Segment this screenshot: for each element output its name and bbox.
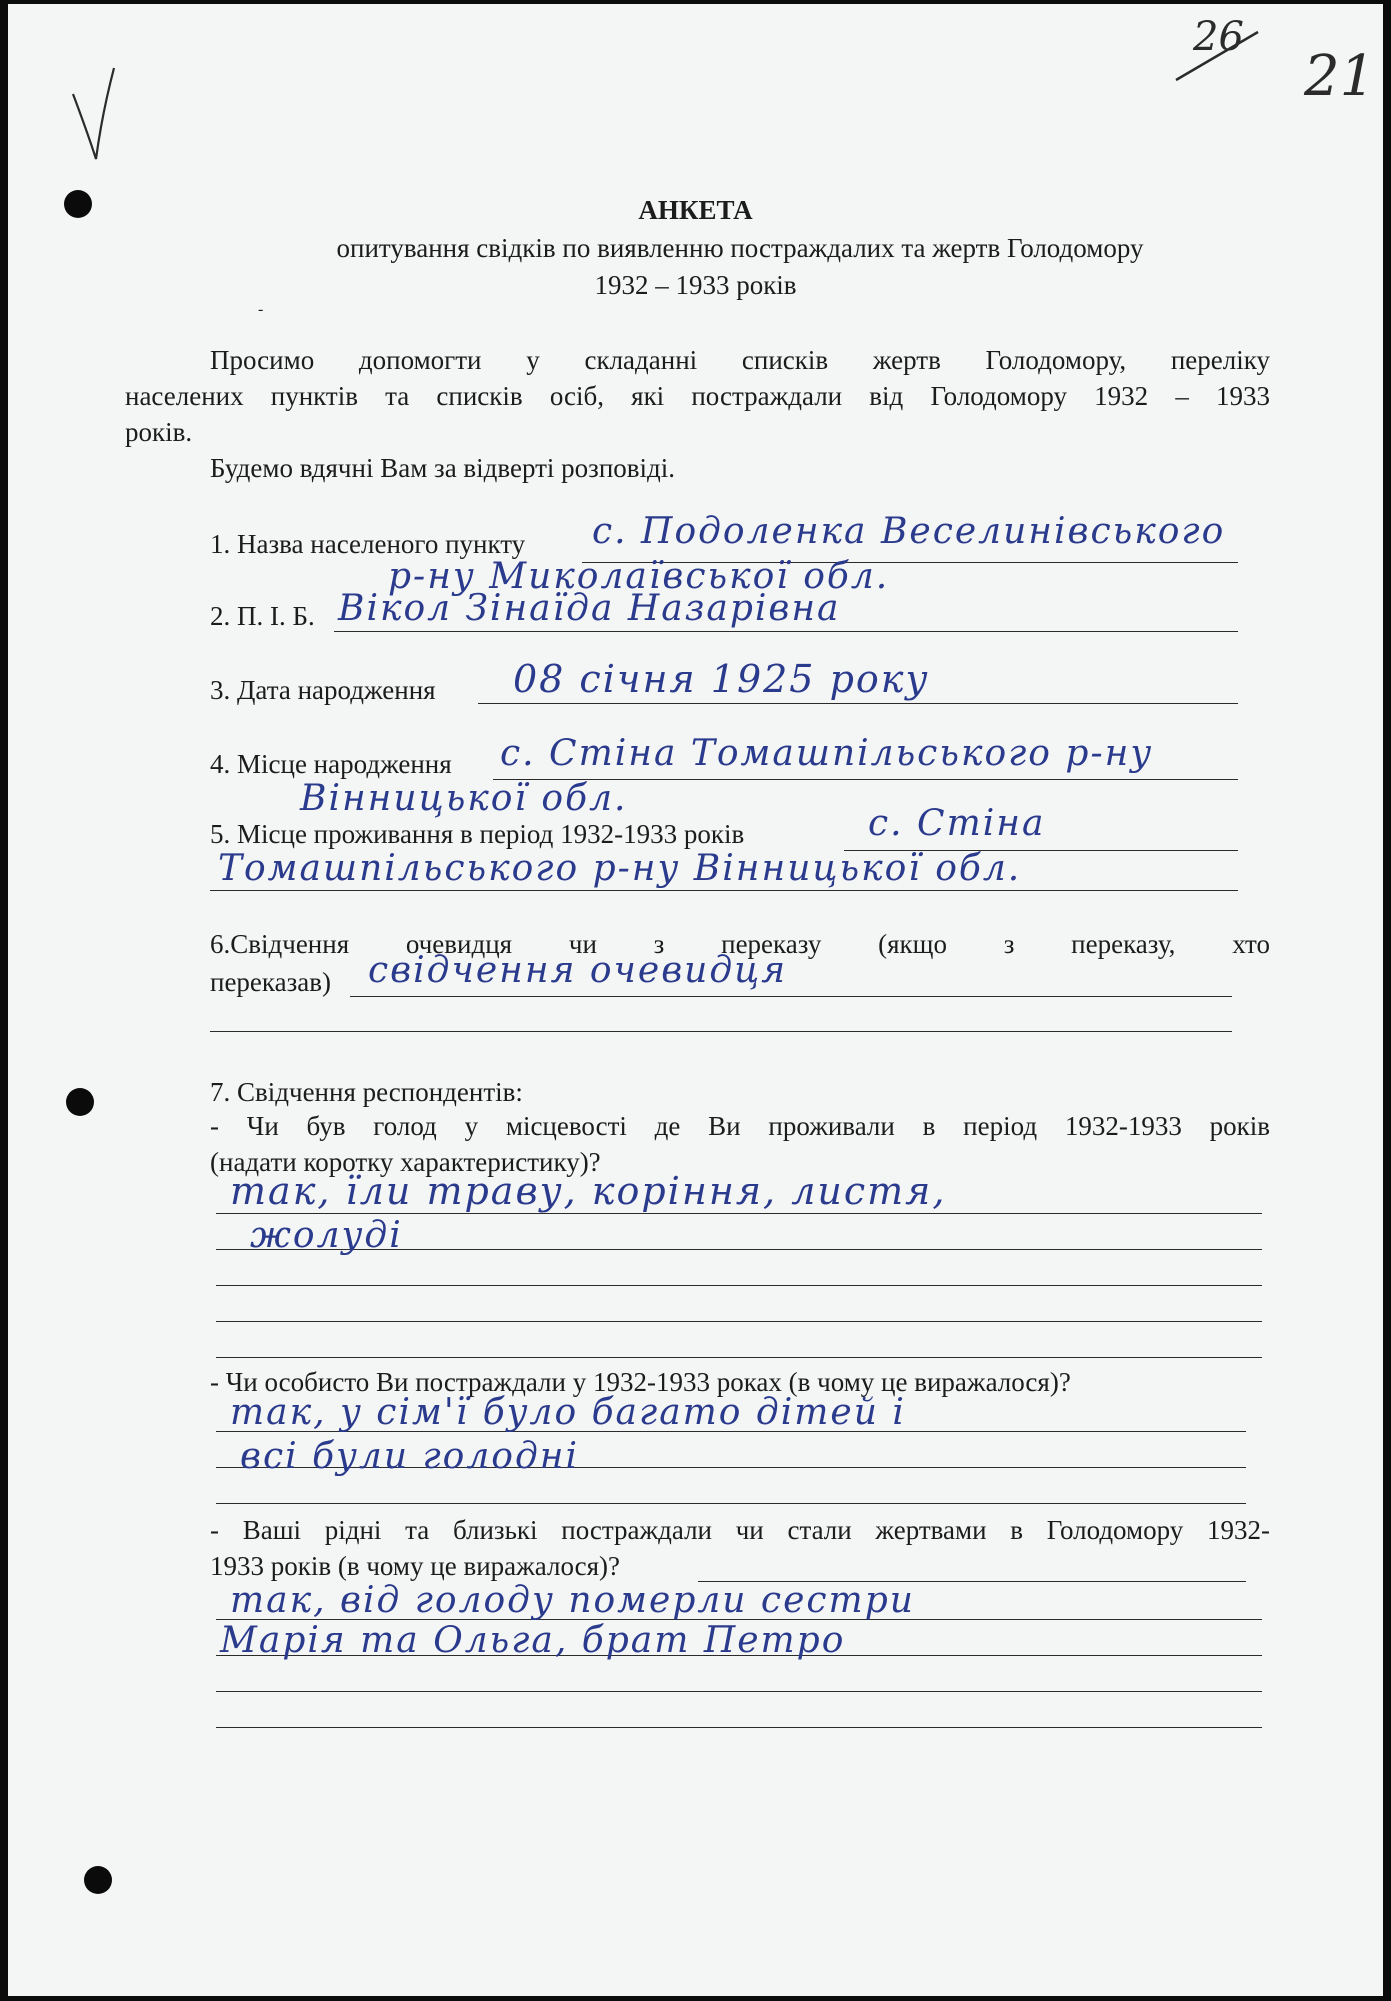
q6-label-line2: переказав) <box>210 967 331 997</box>
q7c-line2: 1933 років (в чому це виражалося)? <box>210 1551 621 1581</box>
q4-answer-line1: с. Стіна Томашпільського р-ну <box>500 733 1154 774</box>
q7c-line-3 <box>216 1691 1262 1692</box>
q2-label: 2. П. І. Б. <box>210 601 315 631</box>
q7b-line-3 <box>216 1503 1246 1504</box>
q7b-answer-line2: всі були голодні <box>240 1436 579 1477</box>
strike-line <box>1172 24 1262 84</box>
q4-answer-line2: Вінницької обл. <box>300 778 628 819</box>
page-title: АНКЕТА <box>638 195 753 225</box>
intro-line-2: населених пунктів та списків осіб, які постраждали від Голодомору 1932 – 1933 <box>125 381 1270 411</box>
page-number-struck: 26 <box>1193 14 1244 60</box>
q6-answer: свідчення очевидця <box>368 950 788 991</box>
q5-line-2 <box>210 890 1238 891</box>
q7a-line1: - Чи був голод у місцевості де Ви проживали в період 1932-1933 років <box>210 1111 1270 1141</box>
q3-label: 3. Дата народження <box>210 675 436 705</box>
q7a-line-1 <box>216 1213 1262 1214</box>
q6-label-line1: 6.Свідчення очевидця чи з переказу (якщо з переказу, хто <box>210 929 1270 959</box>
q7b-question: - Чи особисто Ви постраждали у 1932-1933 роках (в чому це виражалося)? <box>210 1367 1071 1397</box>
q1-label: 1. Назва населеного пункту <box>210 529 526 559</box>
q7a-answer-line1: так, їли траву, коріння, листя, <box>230 1169 947 1213</box>
q7a-line-3 <box>216 1285 1262 1286</box>
q5-answer-line2: Томашпільського р-ну Вінницької обл. <box>218 848 1022 889</box>
q1-answer-line2: р-ну Миколаївської обл. <box>388 556 890 597</box>
q3-answer: 08 січня 1925 року <box>513 657 930 701</box>
q7c-line-4 <box>216 1727 1262 1728</box>
page-subtitle-years: 1932 – 1933 років <box>594 270 797 300</box>
q2-answer: Вікол Зінаїда Назарівна <box>338 588 841 629</box>
punch-hole-middle <box>66 1088 94 1116</box>
q7c-answer-line2: Марія та Ольга, брат Петро <box>220 1620 846 1661</box>
q7a-line2: (надати коротку характеристику)? <box>210 1147 601 1177</box>
q4-label: 4. Місце народження <box>210 749 452 779</box>
section-7-heading: 7. Свідчення респондентів: <box>210 1077 523 1107</box>
q7c-line1: - Ваші рідні та близькі постраждали чи стали жертвами в Голодомору 1932- <box>210 1515 1270 1545</box>
intro-line-3: років. <box>125 417 193 447</box>
stray-dash: - <box>258 301 264 318</box>
q7b-answer-line1: так, у сім'ї було багато дітей і <box>230 1392 906 1433</box>
q5-answer-line1: с. Стіна <box>868 803 1046 844</box>
page-number: 21 <box>1304 44 1376 109</box>
questionnaire-page <box>8 4 1383 1996</box>
q1-answer-line1: с. Подоленка Веселинівського <box>592 511 1226 552</box>
intro-thanks: Будемо вдячні Вам за відверті розповіді. <box>210 453 676 483</box>
q7a-line-4 <box>216 1321 1262 1322</box>
punch-hole-bottom <box>84 1866 112 1894</box>
q6-line-2 <box>210 1031 1232 1032</box>
intro-line-1: Просимо допомогти у складанні списків жертв Голодомору, переліку <box>210 345 1270 375</box>
q5-label: 5. Місце проживання в період 1932-1933 років <box>210 819 745 849</box>
q6-line <box>350 996 1232 997</box>
page-subtitle: опитування свідків по виявленню постраждалих та жертв Голодомору <box>336 233 1144 263</box>
check-mark-icon <box>68 64 128 164</box>
q7a-answer-line2: жолуді <box>250 1215 403 1256</box>
q2-line <box>334 631 1238 632</box>
q3-line <box>478 703 1238 704</box>
q7c-answer-line1: так, від голоду померли сестри <box>230 1580 915 1621</box>
q7a-line-5 <box>216 1357 1262 1358</box>
